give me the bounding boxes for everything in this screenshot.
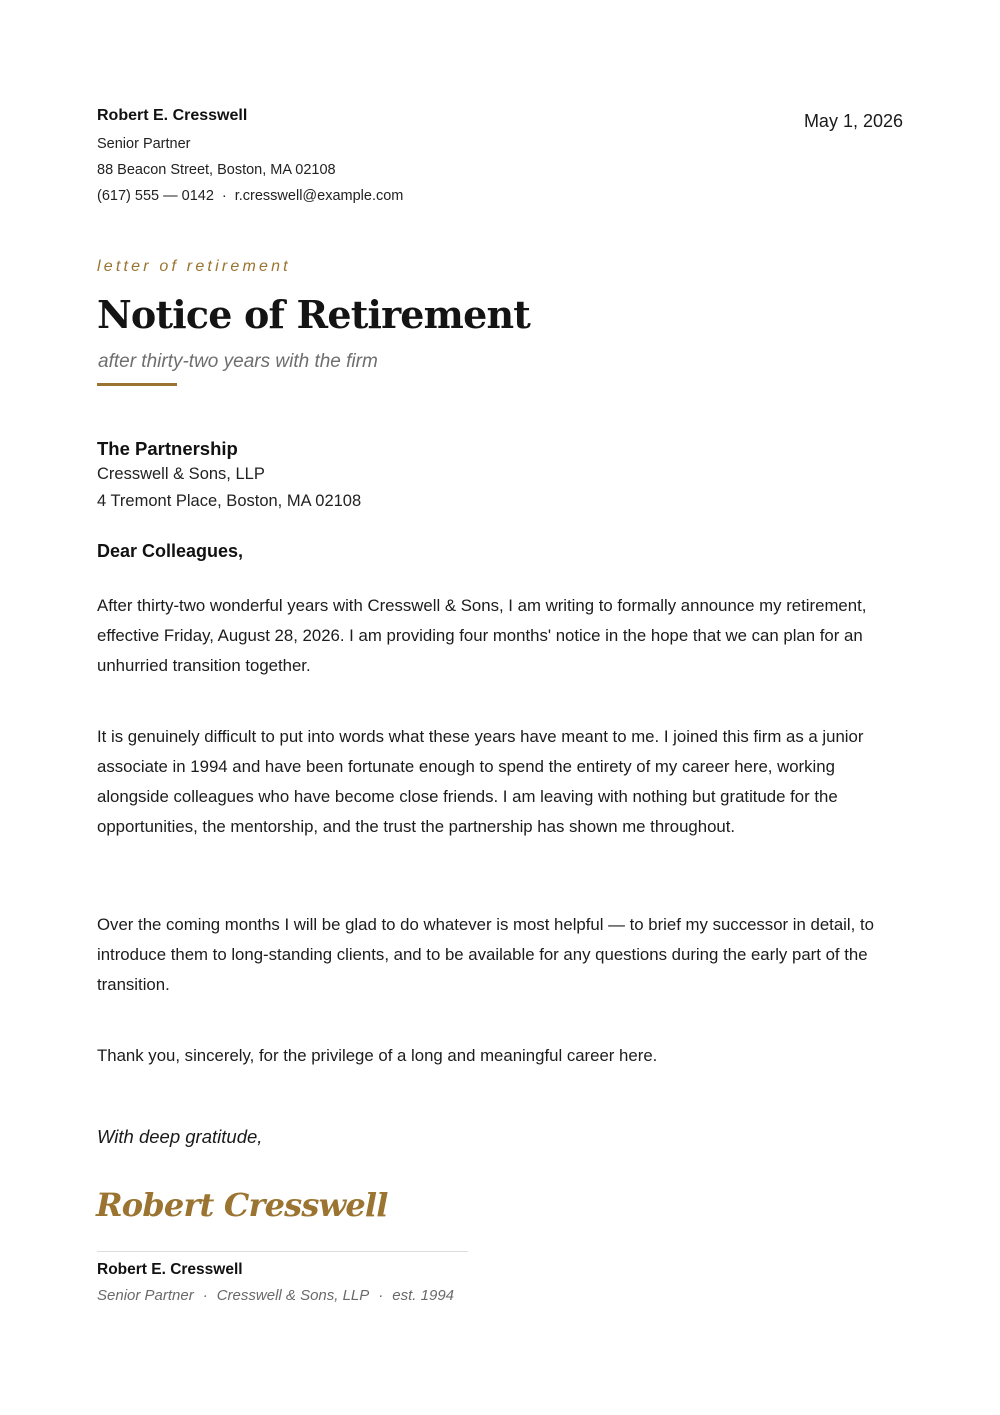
body-paragraph: Thank you, sincerely, for the privilege of a long and meaningful career here. bbox=[97, 1046, 658, 1065]
signature-role: Senior Partner bbox=[97, 1287, 194, 1304]
contact-separator: · bbox=[221, 188, 227, 204]
letter-page bbox=[97, 0, 903, 1415]
signature-name: Robert E. Cresswell bbox=[97, 1261, 243, 1278]
sender-name: Robert E. Cresswell bbox=[97, 107, 248, 124]
body-paragraph: It is genuinely difficult to put into words what these years have meant to me. I joined this firm as a junior associate in 1994 and have been fortunate enough to spend the entirety of my career here, working alongside colleagues who have become close friends. I am leaving with nothing but gratitude for the opportunities, the mentorship, and the trust the partnership has shown me throughout. bbox=[97, 727, 864, 836]
recipient-block bbox=[97, 437, 361, 515]
signature-established: est. 1994 bbox=[392, 1287, 455, 1304]
closing-line: With deep gratitude, bbox=[97, 1126, 263, 1147]
sender-title: Senior Partner bbox=[97, 136, 191, 152]
signature-company: Cresswell & Sons, LLP bbox=[216, 1287, 370, 1304]
signature-divider bbox=[97, 1251, 468, 1252]
accent-divider bbox=[97, 383, 177, 386]
letter-kicker: letter of retirement bbox=[97, 258, 291, 275]
sender-phone: (617) 555 — 0142 bbox=[97, 188, 214, 204]
letter-date: May 1, 2026 bbox=[803, 111, 903, 131]
handwritten-signature: Robert Cresswell bbox=[96, 1186, 388, 1224]
recipient-company: Cresswell & Sons, LLP bbox=[97, 465, 265, 483]
salutation: Dear Colleagues, bbox=[97, 541, 244, 561]
sender-contact bbox=[97, 183, 403, 209]
letter-subtitle: after thirty-two years with the firm bbox=[98, 351, 378, 372]
body-paragraph: Over the coming months I will be glad to do whatever is most helpful — to brief my successor in detail, to introduce them to long-standing clients, and to be available for any questions during the early part of the transition. bbox=[97, 915, 874, 994]
body-paragraph: After thirty-two wonderful years with Cresswell & Sons, I am writing to formally announce my retirement, effective Friday, August 28, 2026. I am providing four months' notice in the hope that we can plan for an unhurried transition together. bbox=[97, 596, 867, 675]
recipient-name: The Partnership bbox=[97, 438, 238, 459]
sender-email: r.cresswell@example.com bbox=[234, 188, 404, 204]
signature-details bbox=[97, 1287, 454, 1304]
signature-separator: · bbox=[378, 1287, 384, 1304]
letter-title: Notice of Retirement bbox=[97, 292, 531, 337]
recipient-address: 4 Tremont Place, Boston, MA 02108 bbox=[97, 492, 362, 510]
sender-block bbox=[97, 106, 403, 209]
sender-address: 88 Beacon Street, Boston, MA 02108 bbox=[97, 162, 336, 178]
signature-separator: · bbox=[202, 1287, 208, 1304]
